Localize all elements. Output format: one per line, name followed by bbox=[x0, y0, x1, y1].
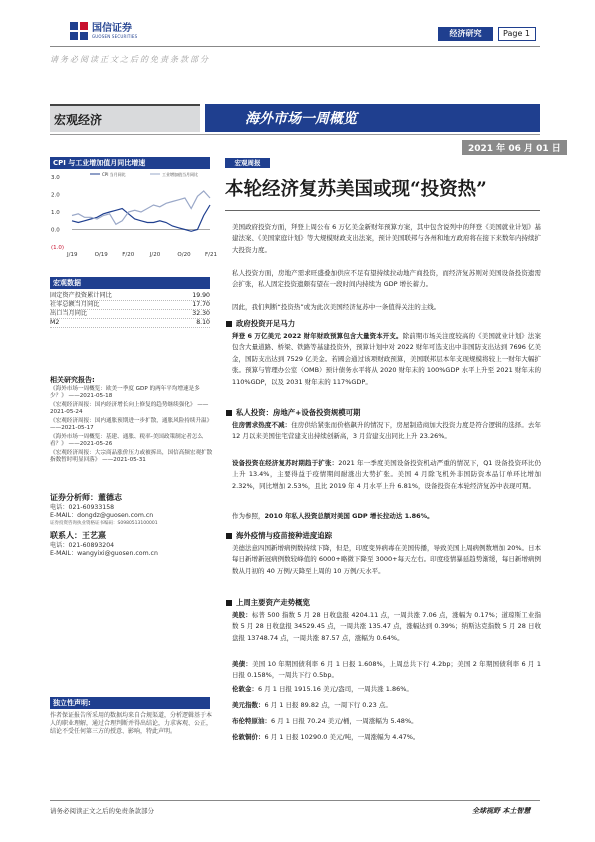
analyst-contact bbox=[50, 504, 158, 528]
x-tick-label: O/20 bbox=[177, 252, 191, 258]
section-paragraph: 作为参照，2010 年私人投资总额对美国 GDP 增长拉动达 1.86%。 bbox=[232, 512, 434, 520]
analyst-email[interactable]: E-MAIL：dongdz@guosen.com.cn bbox=[50, 512, 154, 519]
x-tick-label: F/21 bbox=[205, 252, 218, 258]
section-paragraph: 住房需求热度不减：住房供给紧张而价格飙升的情况下，房屋制造商加大投资力度是符合逻辑的选择。去年 12 月以来美国住宅营建支出持续创新高，3 月营建支出同比上升 23.26%。 bbox=[232, 421, 542, 441]
brand-logo bbox=[70, 20, 160, 42]
macro-data-title: 宏观数据 bbox=[50, 277, 210, 289]
band-divider bbox=[50, 134, 540, 135]
square-bullet-icon bbox=[226, 600, 232, 606]
header-divider bbox=[50, 46, 540, 47]
section-paragraph: 美德法意四国新增病例数持续下降，但是，印度变异病毒在美国传播，导致美国上周病例数增加 20%。日本每日新增新冠病例数较峰值的 6000+略微下降至 3000+每天左右。印度疫情暴延趋势渐缓，每日新增病例数从月初的 40 万例/天降至上周的 10 万例/天水平。 bbox=[232, 544, 542, 575]
x-tick-label: J/20 bbox=[149, 252, 161, 258]
category-band bbox=[50, 104, 200, 132]
macro-row: M2 8.10 bbox=[50, 319, 210, 328]
article-headline: 本轮经济复苏美国或现“投资热” bbox=[225, 179, 487, 200]
weekly-tag: 宏观周报 bbox=[225, 158, 270, 168]
related-report-link[interactable]: 《宏观经济周报：国内经济增长向上修复的趋势继续强化》 ——2021-05-24 bbox=[50, 402, 209, 416]
contact-details bbox=[50, 542, 158, 558]
section-paragraph: 设备投资在经济复苏时期趋于扩张：2021 年一季度美国设备投资机动严重的情况下，Q1 设备投资环比仍上升 13.4%，主要得益于疫情期间耐涨出大势扩张。美国 4 月除飞机外非国防资本品订单环比增加 2.32%，同比增加 2.53%，且比 2019 年 4 月水平上升 6.81%，设备投资在本轮经济复苏中表现可期。 bbox=[232, 459, 541, 490]
chart-title: CPI 与工业增加值月同比增速 bbox=[50, 157, 210, 169]
asset-line: 美债：美国 10 年期国债利率 6 月 1 日报 1.608%，上周总共下行 4.2bp；美国 2 年期国债利率 6 月 1 日报 0.158%，一周共下行 0.5bp。 bbox=[232, 660, 542, 680]
report-title: 海外市场一周概览 bbox=[245, 111, 357, 127]
related-report-link[interactable]: 《宏观经济周报：国内通胀预期进一步扩散，通胀风险持续升温》 ——2021-05-17 bbox=[50, 418, 213, 432]
related-report-link[interactable]: 《宏观经济周报：大宗商品涨价压力或被拆出，国信高频宏观扩散指数暂时明显回落》 ——2021-05-31 bbox=[50, 450, 213, 464]
square-bullet-icon bbox=[226, 410, 232, 416]
asset-line: 伦敦铜价：6 月 1 日报 10290.0 美元/吨，一周涨幅为 4.47%。 bbox=[232, 733, 420, 741]
report-type-badge: 经济研究 bbox=[438, 27, 493, 41]
section-heading: 上周主要资产走势概览 bbox=[226, 597, 310, 608]
asset-line: 美元指数：6 月 1 日报 89.82 点，一周下行 0.23 点。 bbox=[232, 701, 392, 709]
contact-email[interactable]: E-MAIL：wangyixi@guosen.com.cn bbox=[50, 550, 158, 557]
asset-line: 布伦特原油：6 月 1 日报 70.24 美元/桶，一周涨幅为 5.48%。 bbox=[232, 717, 418, 725]
asset-line: 美股：标普 500 指数 5 月 28 日收盘报 4204.11 点，一周共涨 7.06 点，涨幅为 0.17%；道琼斯工业指数 5 月 28 日收盘报 34529.45 点，一周共涨 135.47 点，涨幅达到 0.39%；纳斯达克指数 5 月 28 日收盘报 13748.74 点，一周共涨 87.57 点，涨幅为 0.64%。 bbox=[232, 611, 542, 642]
y-tick-label: 3.0 bbox=[51, 175, 60, 181]
related-report-link[interactable]: 《海外市场一周概览：基建、通胀、税率-美国政策制定者怎么看？》 ——2021-05-26 bbox=[50, 434, 204, 448]
intro-paragraph: 私人投资方面，房地产需求旺盛叠加供应不足有望持续拉动地产商投资，而经济复苏则对美国设备投资遗需会扩张，私人固定投资遗颇有望在一段时间内持续为 GDP 增长蓄力。 bbox=[232, 269, 541, 289]
brand-name: 国信证券 bbox=[92, 23, 132, 34]
section-heading: 私人投资：房地产+设备投资规模可期 bbox=[226, 407, 360, 418]
intro-paragraph: 美国政府投资方面，拜登上周公布 6 万亿美金新财年预算方案，其中包含说列中的拜登《美国就业计划》基建法案、《美国家庭计划》等大规模财政支出法案，预计美国联邦与各州和地方政府将在接下来数年内持续扩大投资力度。 bbox=[232, 223, 541, 254]
analyst-license: 证券投资咨询执业资格证书编码：S0980513100001 bbox=[50, 521, 158, 526]
y-tick-label: 2.0 bbox=[51, 192, 60, 199]
page-number: Page 1 bbox=[498, 27, 536, 41]
headline-divider bbox=[225, 210, 540, 211]
section-heading: 政府投资开足马力 bbox=[226, 318, 295, 329]
y-tick-label: (1.0) bbox=[51, 245, 65, 251]
section-heading: 海外疫情与疫苗接种进度追踪 bbox=[226, 530, 332, 541]
report-date: 2021 年 06 月 01 日 bbox=[462, 140, 567, 155]
x-tick-label: J/19 bbox=[67, 252, 78, 258]
analyst-phone: 电话：021-60933158 bbox=[50, 504, 115, 511]
x-tick-label: F/20 bbox=[122, 252, 135, 258]
macro-row: 社零总额当月同比 17.70 bbox=[50, 301, 210, 310]
independence-title: 独立性声明: bbox=[50, 697, 210, 709]
section-paragraph: 拜登 6 万亿美元 2022 财年财政预算包含大量资本开支。除前期市场关注度较高的《美国就业计划》法案包含大量道路、桥梁、铁路等基建投资外，预算计划中对 2022 财年可选支出中非国防支出达到 7696 亿美金，国防支出达到 7529 亿美金。若國会通过该项财政预算，美国联邦层本年支现规模将较上一财年大幅扩张。预算与管理办公室（OMB）预计债务水平将从 2020 财年末的 100%GDP 水平上升至 2021 财年末的 110%GDP，以及 2031 财年末的 117%GDP。 bbox=[232, 332, 542, 386]
analyst-name: 证券分析师：董德志 bbox=[50, 493, 122, 502]
square-bullet-icon bbox=[226, 321, 232, 327]
footer-disclaimer: 请务必阅读正文之后的免责条款部分 bbox=[50, 807, 154, 815]
y-tick-label: 1.0 bbox=[51, 210, 60, 216]
brand-subtitle: GUOSEN SECURITIES bbox=[92, 34, 138, 39]
related-report-link[interactable]: 《海外市场一周概览：欧美一季度 GDP 的两年平均增速是多少？》 ——2021-05-18 bbox=[50, 386, 200, 400]
footer-motto: 全球视野 本土智慧 bbox=[472, 807, 531, 815]
series-line bbox=[72, 191, 210, 224]
legend-label: CPI 当月同比 bbox=[102, 172, 126, 177]
title-band bbox=[205, 104, 540, 132]
square-bullet-icon bbox=[226, 533, 232, 539]
category-label: 宏观经济 bbox=[54, 113, 103, 127]
header-slogan: 请务必阅读正文之后的免责条款部分 bbox=[50, 55, 210, 64]
macro-row: 固定资产投资累计同比 19.90 bbox=[50, 292, 210, 301]
x-tick-label: O/19 bbox=[94, 252, 108, 258]
logo-mark-icon bbox=[70, 22, 88, 40]
macro-row: 出口当月同比 32.30 bbox=[50, 310, 210, 319]
y-tick-label: 0.0 bbox=[51, 227, 60, 234]
intro-paragraph: 因此，我们判断“投资热”或为此次美国经济复苏中一条值得关注的主线。 bbox=[232, 303, 441, 311]
asset-line: 伦敦金：6 月 1 日报 1915.16 美元/盎司，一周共涨 1.86%。 bbox=[232, 685, 413, 693]
contact-name: 联系人：王艺熹 bbox=[50, 531, 106, 540]
footer-divider bbox=[50, 800, 540, 801]
contact-phone: 电话：021-60893204 bbox=[50, 542, 115, 549]
legend-label: 工业增加值当月同比 bbox=[162, 172, 198, 177]
independence-text: 作者保证报告所采用的数据均来自合规渠道，分析逻辑基于本人的职业理解，通过合理判断并得出结论，力求客观、公正，结论不受任何第三方的授意、影响，特此声明。 bbox=[50, 712, 213, 736]
related-reports-title: 相关研究报告: bbox=[50, 376, 95, 384]
cpi-industry-chart bbox=[50, 169, 218, 264]
